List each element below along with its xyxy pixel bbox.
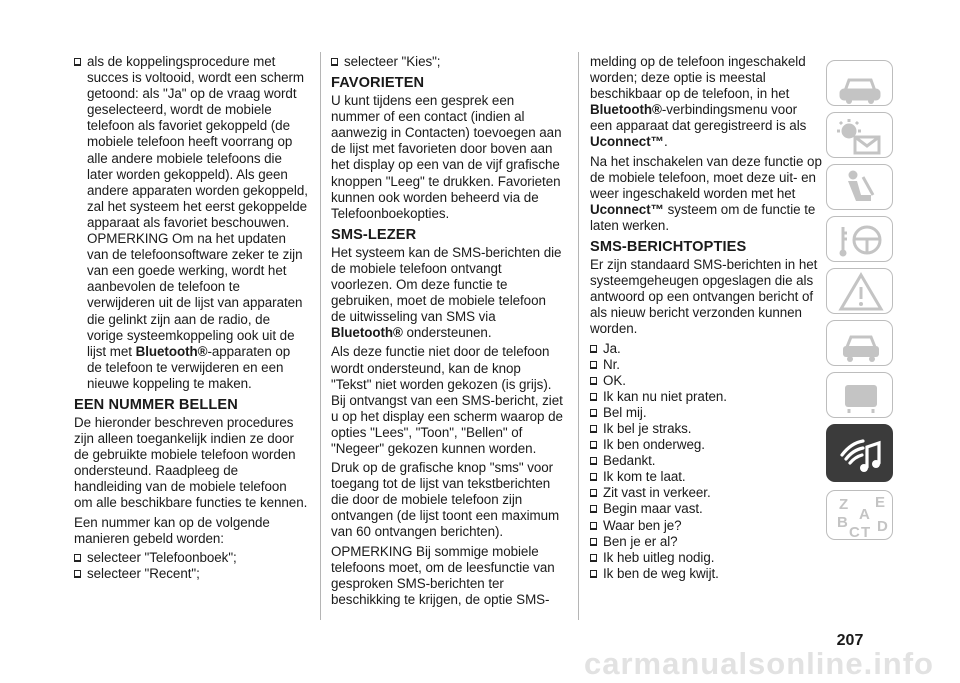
alphabetical-index-icon: [827, 491, 894, 541]
checkbox-bullet-icon: [590, 570, 597, 578]
list-item: Zit vast in verkeer.: [590, 485, 822, 501]
section-heading: EEN NUMMER BELLEN: [74, 396, 238, 413]
checkbox-bullet-icon: [590, 522, 597, 530]
tab-maintenance[interactable]: [826, 320, 893, 366]
checkbox-bullet-icon: [590, 361, 597, 369]
checkbox-bullet-icon: [590, 505, 597, 513]
tab-emergency[interactable]: [826, 268, 893, 314]
list-item: selecteer "Telefoonboek";: [74, 550, 308, 566]
checkbox-bullet-icon: [590, 409, 597, 417]
warning-lights-message-icon: [827, 113, 894, 159]
column-divider: [320, 52, 321, 620]
svg-text:Z: Z: [839, 496, 849, 513]
car-dashboard-icon: [827, 61, 894, 107]
list-item: Ik ben onderweg.: [590, 437, 822, 453]
svg-text:B: B: [837, 514, 848, 531]
paragraph: Als deze functie niet door de telefoon wordt ondersteund, kan de knop "Tekst" niet worden gekozen (is grijs). Bij ontvangst van een SMS-bericht, ziet u op het display een scherm waarop de opties "Lees", "Toon", "Bellen" of "Negeer" gekozen kunnen worden.: [331, 344, 563, 456]
watermark[interactable]: carmanualsonline.info: [583, 646, 934, 681]
list-item: selecteer "Kies";: [331, 54, 563, 70]
key-steering-wheel-icon: [827, 217, 894, 263]
list-item: OK.: [590, 373, 822, 389]
list-item: Bel mij.: [590, 405, 822, 421]
checkbox-bullet-icon: [590, 473, 597, 481]
list-item: Ik bel je straks.: [590, 421, 822, 437]
list-item: selecteer "Recent";: [74, 566, 308, 582]
paragraph: Een nummer kan op de volgende manieren gebeld worden:: [74, 514, 270, 546]
tab-technical-data[interactable]: [826, 372, 893, 418]
section-heading: FAVORIETEN: [331, 75, 425, 92]
checkbox-bullet-icon: [74, 58, 81, 66]
section-heading: SMS-LEZER: [331, 226, 417, 243]
checkbox-bullet-icon: [590, 441, 597, 449]
list-item: Ik kom te laat.: [590, 469, 822, 485]
car-maintenance-icon: [827, 321, 894, 367]
checkbox-bullet-icon: [590, 377, 597, 385]
paragraph: Druk op de grafische knop "sms" voor toegang tot de lijst van tekstberichten die door de mobiele telefoon zijn ontvangen (de lijst toont een maximum van 60 ontvangen berichten).: [331, 460, 560, 540]
svg-text:E: E: [875, 494, 886, 511]
paragraph: Het systeem kan de SMS-berichten die de mobiele telefoon ontvangt voorlezen. Om deze functie te gebruiken, moet de mobiele telefoon de uitwisseling van SMS via Bluetooth® ondersteunen.: [331, 244, 562, 341]
text-column-right: [590, 54, 822, 582]
tab-safety[interactable]: [826, 164, 893, 210]
message-list: [590, 341, 822, 582]
checkbox-bullet-icon: [590, 457, 597, 465]
tab-starting-driving[interactable]: [826, 216, 893, 262]
roadside-emergency-icon: [827, 269, 894, 315]
svg-text:T: T: [861, 524, 871, 541]
text-column-middle: [331, 54, 563, 611]
svg-text:C: C: [849, 524, 860, 541]
list-item: Waar ben je?: [590, 518, 822, 534]
checkbox-bullet-icon: [590, 345, 597, 353]
list-item: Bedankt.: [590, 453, 822, 469]
list-item: Begin maar vast.: [590, 501, 822, 517]
paragraph: U kunt tijdens een gesprek een nummer of een contact (indien al aanwezig in Contacten) toevoegen aan de lijst met favorieten door boven aan het display op een van de vijf grafische knoppen "Leeg" te drukken. Favorieten kunnen ook worden beheerd via de Telefoonboekopties.: [331, 93, 562, 221]
svg-text:D: D: [877, 518, 888, 535]
paragraph: Er zijn standaard SMS-berichten in het systeemgeheugen opgeslagen die als antwoord op een ontvangen bericht of als nieuw bericht verzonden kunnen worden.: [590, 257, 818, 337]
list-item: Ben je er al?: [590, 534, 822, 550]
technical-data-icon: [827, 373, 894, 419]
section-heading: SMS-BERICHTOPTIES: [590, 239, 747, 256]
svg-text:A: A: [859, 506, 870, 523]
checkbox-bullet-icon: [590, 393, 597, 401]
list-item: als de koppelingsprocedure met succes is voltooid, wordt een scherm getoond: als "Ja" op de vraag wordt geselecteerd, wordt de mobiele telefoon als favoriet gekoppeld (de mobiele telefoon heeft voorrang op alle andere mobiele telefoons die later worden gekoppeld). Als geen andere apparaten worden gekoppeld, zal het systeem het eerst gekoppelde apparaat als favoriet beschouwen. OPMERKING Om na het updaten van de telefoonsoftware zeker te zijn van een goede werking, wordt het aanbevolen de telefoon te verwijderen uit de lijst van apparaten die gelinkt zijn aan de radio, de vorige systeemkoppeling ook uit de lijst met Bluetooth®-apparaten op de telefoon te verwijderen en een nieuwe koppeling te maken.: [74, 54, 308, 392]
multimedia-icon: [827, 425, 894, 483]
list-item: Ik heb uitleg nodig.: [590, 550, 822, 566]
checkbox-bullet-icon: [590, 489, 597, 497]
checkbox-bullet-icon: [74, 570, 81, 578]
tab-warning-lights[interactable]: [826, 112, 893, 158]
list-item: Ik kan nu niet praten.: [590, 389, 822, 405]
tab-index[interactable]: [826, 490, 893, 540]
seat-airbag-icon: [827, 165, 894, 211]
list-item: Ja.: [590, 341, 822, 357]
page-number: 207: [836, 632, 864, 649]
text-column-left: [74, 54, 308, 582]
list-item: Nr.: [590, 357, 822, 373]
checkbox-bullet-icon: [331, 58, 338, 66]
list-item: Ik ben de weg kwijt.: [590, 566, 822, 582]
checkbox-bullet-icon: [590, 538, 597, 546]
paragraph: melding op de telefoon ingeschakeld worden; deze optie is meestal beschikbaar op de telefoon, in het Bluetooth®-verbindingsmenu voor een apparaat dat geregistreerd is als Uconnect™.: [590, 54, 807, 150]
checkbox-bullet-icon: [74, 554, 81, 562]
tab-multimedia[interactable]: [826, 424, 893, 482]
checkbox-bullet-icon: [590, 554, 597, 562]
paragraph: De hieronder beschreven procedures zijn alleen toegankelijk indien ze door de gebruikte mobiele telefoon worden ondersteund. Raadpleeg de handleiding van de mobiele telefoon om alle beschikbare functies te kennen.: [74, 414, 308, 511]
tab-dashboard[interactable]: [826, 60, 893, 106]
checkbox-bullet-icon: [590, 425, 597, 433]
paragraph: OPMERKING Bij sommige mobiele telefoons moet, om de leesfunctie van gesproken SMS-berichten ter beschikking te krijgen, de optie SMS-: [331, 543, 555, 607]
paragraph: Na het inschakelen van deze functie op de mobiele telefoon, moet deze uit- en weer ingeschakeld worden met het Uconnect™ systeem om de functie te laten werken.: [590, 153, 822, 233]
column-divider: [578, 52, 579, 620]
